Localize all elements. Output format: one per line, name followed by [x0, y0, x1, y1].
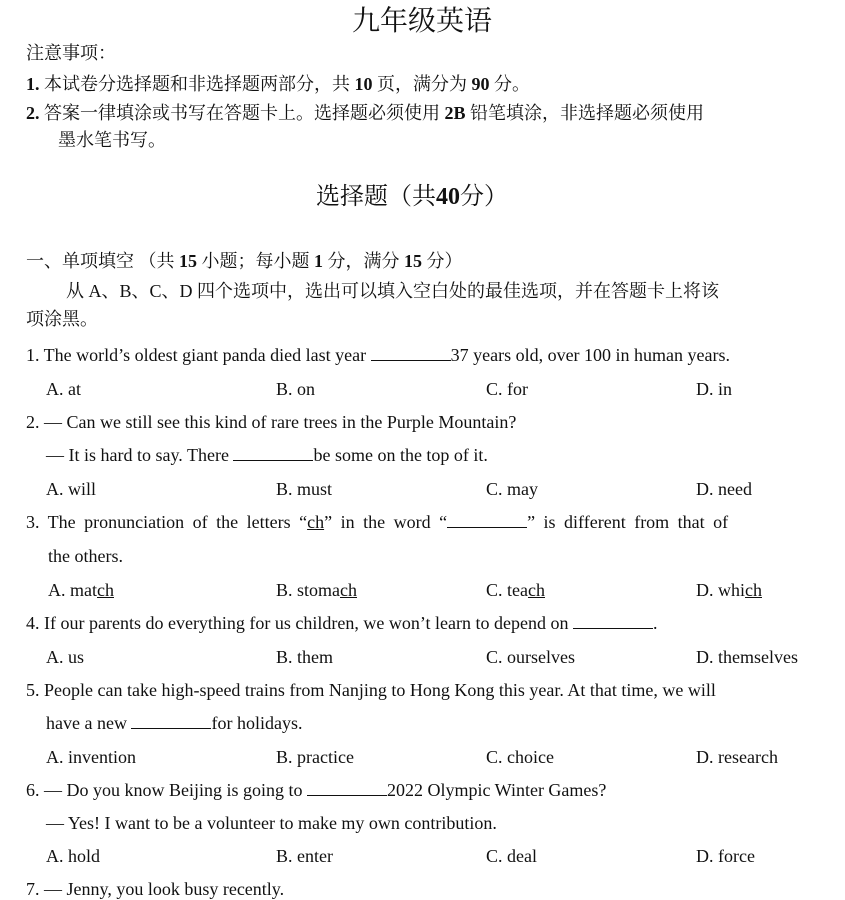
q1-option-d: D. in	[696, 379, 732, 399]
notice-item-1-pre: 本试卷分选择题和非选择题两部分，共	[44, 74, 350, 94]
q5-answer-blank	[131, 712, 211, 729]
notice-full-score: 90	[471, 74, 490, 94]
q3-letters: ch	[307, 512, 325, 532]
question-6-line2: — Yes! I want to be a volunteer to make my own contribution.	[46, 813, 497, 833]
q3-option-c-pre: C. tea	[486, 580, 528, 600]
q6-option-a: A. hold	[46, 846, 100, 866]
q3-option-b-pre: B. stoma	[276, 580, 341, 600]
q4-stem-pre: 4. If our parents do everything for us children, we won’t learn to depend on	[26, 613, 569, 633]
q2-stem-pre: — It is hard to say. There	[46, 445, 229, 465]
q3-option-a	[48, 579, 114, 601]
q5-option-a: A. invention	[46, 747, 136, 767]
q6-option-c: C. deal	[486, 846, 537, 866]
part1-question-count: 15	[179, 251, 197, 271]
q2-option-b: B. must	[276, 479, 333, 499]
q6-option-d: D. force	[696, 846, 755, 866]
section-title-pre: 选择题（共	[316, 184, 436, 210]
question-6-line1	[26, 779, 606, 801]
q3-stem-mid: ” in the word “	[324, 512, 448, 532]
question-3-line1	[26, 511, 728, 533]
q1-option-c: C. for	[486, 379, 528, 399]
q2-option-d: D. need	[696, 479, 752, 499]
part1-each-score: 1	[314, 251, 323, 271]
q3-option-d-underlined: ch	[745, 580, 762, 600]
question-4-stem	[26, 612, 658, 634]
q6-option-b: B. enter	[276, 846, 333, 866]
question-7-line1: 7. — Jenny, you look busy recently.	[26, 879, 285, 899]
q3-option-d	[696, 579, 762, 601]
q2-answer-blank	[233, 444, 313, 461]
q4-option-d: D. themselves	[696, 647, 798, 667]
q1-option-b: B. on	[276, 379, 316, 399]
question-2-line2	[46, 444, 488, 466]
q1-stem-pre: 1. The world’s oldest giant panda died last year	[26, 345, 367, 365]
notice-pencil-type: 2B	[444, 103, 466, 123]
q5-option-b: B. practice	[276, 747, 354, 767]
exam-title: 九年级英语	[352, 6, 493, 37]
notice-item-1-num: 1.	[26, 74, 40, 94]
part1-heading	[26, 250, 463, 272]
q6-stem-post: 2022 Olympic Winter Games?	[387, 780, 607, 800]
question-5-line2	[46, 712, 302, 734]
part1-instruction-line1: 从 A、B、C、D 四个选项中，选出可以填入空白处的最佳选项，并在答题卡上将该	[66, 281, 720, 301]
q4-option-c: C. ourselves	[486, 647, 575, 667]
q4-stem-post: .	[653, 613, 658, 633]
q3-option-a-underlined: ch	[97, 580, 114, 600]
q6-answer-blank	[307, 779, 387, 796]
notice-item-2-pre: 答案一律填涂或书写在答题卡上。选择题必须使用	[44, 103, 440, 123]
section-score: 40	[436, 184, 460, 210]
q2-stem-post: be some on the top of it.	[313, 445, 488, 465]
section-title-post: 分）	[460, 184, 508, 210]
q2-option-a: A. will	[46, 479, 97, 499]
q5-stem-post: for holidays.	[211, 713, 303, 733]
q6-stem-pre: 6. — Do you know Beijing is going to	[26, 780, 303, 800]
q4-answer-blank	[573, 612, 653, 629]
q3-option-a-pre: A. mat	[48, 580, 97, 600]
part1-heading-pre: 一、单项填空 （共	[26, 251, 175, 271]
notice-item-1-mid: 页，满分为	[377, 74, 467, 94]
q3-option-c-underlined: ch	[528, 580, 545, 600]
part1-heading-mid: 小题；每小题	[201, 251, 310, 271]
section-title	[316, 182, 508, 212]
notice-item-2-num: 2.	[26, 103, 40, 123]
notice-item-1	[26, 73, 530, 95]
q3-option-b	[276, 579, 357, 601]
q5-option-d: D. research	[696, 747, 778, 767]
question-2-line1: 2. — Can we still see this kind of rare trees in the Purple Mountain?	[26, 412, 517, 432]
question-3-line2: the others.	[48, 546, 123, 566]
q1-answer-blank	[371, 344, 451, 361]
q2-option-c: C. may	[486, 479, 538, 499]
q3-option-d-pre: D. whi	[696, 580, 745, 600]
question-5-line1: 5. People can take high-speed trains from Nanjing to Hong Kong this year. At that time, we will	[26, 680, 716, 700]
notice-item-2-post: 铅笔填涂，非选择题必须使用	[470, 103, 705, 123]
q4-option-b: B. them	[276, 647, 333, 667]
notice-item-2	[26, 102, 704, 124]
q1-option-a: A. at	[46, 379, 81, 399]
q5-stem-pre: have a new	[46, 713, 127, 733]
notice-heading: 注意事项：	[26, 43, 116, 63]
q3-option-b-underlined: ch	[340, 580, 358, 600]
part1-heading-mid2: 分，满分	[327, 251, 400, 271]
q5-option-c: C. choice	[486, 747, 554, 767]
part1-heading-post: 分）	[426, 251, 463, 271]
notice-page-count: 10	[354, 74, 373, 94]
q1-stem-post: 37 years old, over 100 in human years.	[450, 345, 731, 365]
q3-stem-pre: 3. The pronunciation of the letters “	[26, 512, 308, 532]
question-1-stem	[26, 344, 730, 366]
part1-total-score: 15	[404, 251, 422, 271]
notice-item-2-line2: 墨水笔书写。	[58, 130, 166, 150]
q3-stem-post: ” is different from that of	[527, 512, 729, 532]
part1-instruction-line2: 项涂黑。	[26, 309, 98, 329]
q3-answer-blank	[447, 511, 527, 528]
notice-item-1-post: 分。	[494, 74, 530, 94]
q4-option-a: A. us	[46, 647, 85, 667]
q3-option-c	[486, 579, 545, 601]
